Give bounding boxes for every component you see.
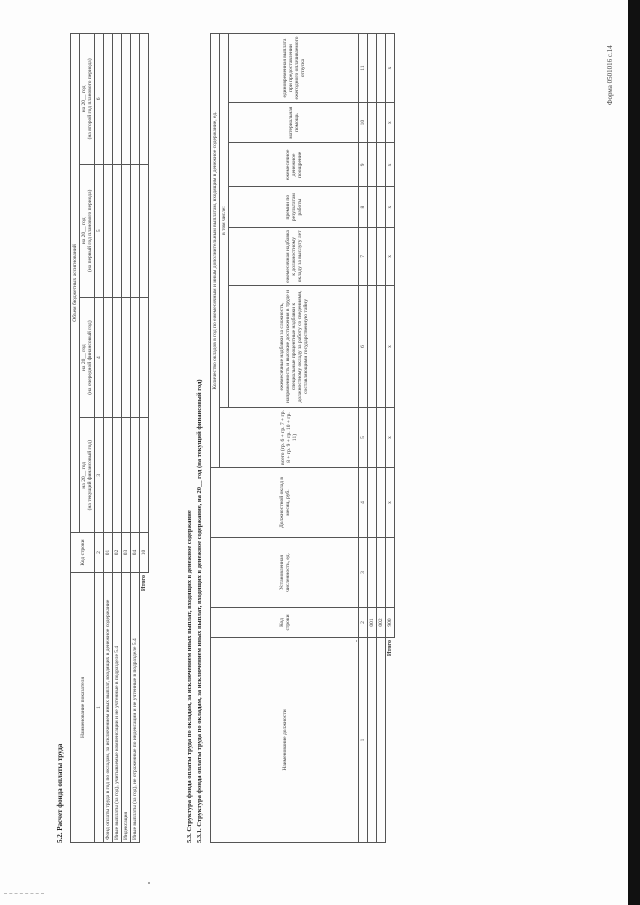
header-sub-1: ежемесячные надбавки за сложность, напряженность и высокие достижения в труде и специальные процентные надбавки к должностному окладу за работу со сведениями, составляющими государственную тайну bbox=[229, 285, 359, 407]
header-period-1: на 20__ год (на текущий финансовый год) bbox=[80, 418, 95, 533]
header-code: Код строки bbox=[211, 608, 359, 638]
header-total: всего (гр. 6 + гр. 7 + гр. 8 + гр. 9 + гр. 10 + гр. 11) bbox=[220, 408, 359, 468]
header-staff: Установленная численность, ед. bbox=[211, 538, 359, 608]
header-code: Код строки bbox=[71, 533, 95, 573]
table-row: Иные выплаты (за год), не отраженные по индексации и не учтенные в подразделе 5.4 04 bbox=[131, 34, 140, 843]
header-period-3: на 20__ год (на первый год планового периода) bbox=[80, 164, 95, 297]
header-name: Наименование показателя bbox=[71, 573, 95, 843]
section-52-title: 5.2. Расчет фонда оплаты труда bbox=[56, 743, 64, 843]
table-row: Иные выплаты (за год), учитываемые компенсации и не учтенные в подразделе 5.4 02 bbox=[113, 34, 122, 843]
header-sub-3: премии по результатам работы bbox=[229, 187, 359, 227]
form-code: Форма 0501016 с.14 bbox=[606, 45, 614, 105]
table-row: Индексация 03 bbox=[122, 34, 131, 843]
header-volume: Объем бюджетных ассигнований bbox=[71, 34, 80, 533]
header-position: Наименование должности bbox=[211, 638, 359, 843]
table-row: 001 bbox=[368, 34, 377, 843]
header-sub-6: единовременная выплата при предоставлении ежегодного оплачиваемого отпуска bbox=[229, 34, 359, 103]
total-row: Итого 900 x x x x x x x x bbox=[386, 34, 395, 843]
header-salary: Должностной оклад в месяц, руб. bbox=[211, 468, 359, 538]
header-period-4: на 20__ год (на второй год планового периода) bbox=[80, 34, 95, 165]
header-incl: в том числе: bbox=[220, 34, 229, 408]
header-sub-2: ежемесячная надбавка к должностному окладу за выслугу лет bbox=[229, 227, 359, 285]
fund-structure-table bbox=[210, 33, 395, 843]
section-531-title: 5.3.1. Структура фонда оплаты труда по окладам, за исключением иных выплат, входящих в денежное содержание, на 20__ год (на текущий финансовый год) bbox=[196, 379, 203, 843]
total-row: Итого 10 bbox=[140, 34, 149, 843]
header-group: Количество окладов в год по ежемесячным и иным дополнительным выплатам, входящим в денежное содержание, ед. bbox=[211, 34, 220, 468]
section-53-title: 5.3. Структура фонда оплаты труда по окладам, за исключением иных выплат, входящих в денежное содержание bbox=[186, 510, 193, 843]
table-row: Фонд оплаты труда в год по окладам, за исключением иных выплат, входящих в денежное содержание 01 bbox=[104, 34, 113, 843]
header-period-2: на 20__ год (на очередной финансовый год) bbox=[80, 297, 95, 418]
header-sub-5: материальная помощь bbox=[229, 103, 359, 143]
table-row: 002 bbox=[377, 34, 386, 843]
column-numbers: 1 2 3 4 5 6 bbox=[95, 34, 104, 843]
column-numbers: 1 2 3 4 5 6 7 8 9 10 11 bbox=[359, 34, 368, 843]
header-sub-4: ежемесячное денежное поощрение bbox=[229, 143, 359, 187]
fund-calculation-table bbox=[70, 33, 149, 843]
